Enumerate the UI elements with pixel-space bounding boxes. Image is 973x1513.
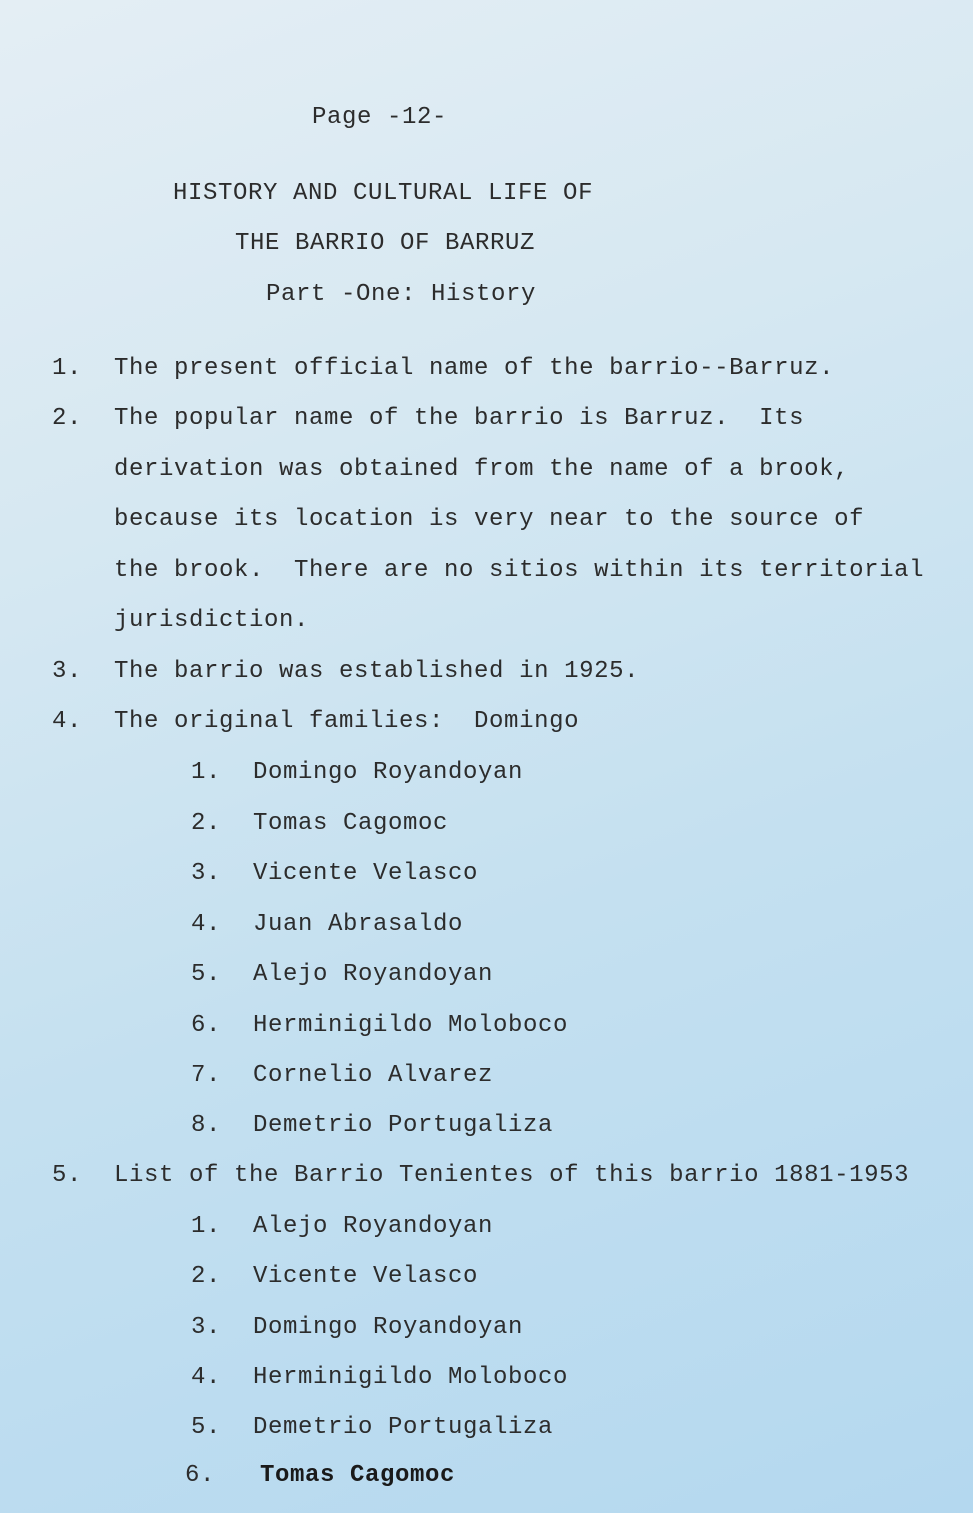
item-text: the brook. There are no sitios within its territorial: [114, 557, 925, 584]
item-number: 5.: [52, 1162, 83, 1189]
family-name: Vicente Velasco: [253, 860, 479, 887]
document-title-line1: HISTORY AND CULTURAL LIFE OF: [173, 180, 594, 207]
item-text: List of the Barrio Tenientes of this barrio 1881-1953: [114, 1162, 910, 1189]
family-number: 1.: [191, 759, 222, 786]
item-text: The original families: Domingo: [114, 708, 580, 735]
teniente-number: 2.: [191, 1263, 222, 1290]
teniente-name: Demetrio Portugaliza: [253, 1414, 554, 1441]
teniente-number: 1.: [191, 1213, 222, 1240]
item-number: 1.: [52, 355, 83, 382]
item-text: The barrio was established in 1925.: [114, 658, 640, 685]
family-number: 6.: [191, 1012, 222, 1039]
family-name: Demetrio Portugaliza: [253, 1112, 554, 1139]
teniente-name: Domingo Royandoyan: [253, 1314, 524, 1341]
document-title-line2: THE BARRIO OF BARRUZ: [235, 230, 536, 257]
item-number: 4.: [52, 708, 83, 735]
family-number: 2.: [191, 810, 222, 837]
page-number: Page -12-: [312, 104, 448, 131]
family-name: Alejo Royandoyan: [253, 961, 494, 988]
item-text: The popular name of the barrio is Barruz. Its: [114, 405, 805, 432]
family-name: Cornelio Alvarez: [253, 1062, 494, 1089]
item-number: 3.: [52, 658, 83, 685]
family-name: Tomas Cagomoc: [253, 810, 449, 837]
item-text: derivation was obtained from the name of a brook,: [114, 456, 850, 483]
family-number: 3.: [191, 860, 222, 887]
teniente-number: 3.: [191, 1314, 222, 1341]
family-number: 7.: [191, 1062, 222, 1089]
teniente-number: 6.: [185, 1462, 216, 1489]
teniente-number: 5.: [191, 1414, 222, 1441]
family-number: 5.: [191, 961, 222, 988]
teniente-name: Herminigildo Moloboco: [253, 1364, 569, 1391]
family-number: 4.: [191, 911, 222, 938]
family-name: Domingo Royandoyan: [253, 759, 524, 786]
family-name: Juan Abrasaldo: [253, 911, 464, 938]
family-number: 8.: [191, 1112, 222, 1139]
teniente-name: Vicente Velasco: [253, 1263, 479, 1290]
teniente-name: Alejo Royandoyan: [253, 1213, 494, 1240]
item-text: because its location is very near to the source of: [114, 506, 865, 533]
document-subtitle: Part -One: History: [266, 281, 537, 308]
item-number: 2.: [52, 405, 83, 432]
item-text: The present official name of the barrio--Barruz.: [114, 355, 835, 382]
item-text: jurisdiction.: [114, 607, 310, 634]
teniente-number: 4.: [191, 1364, 222, 1391]
family-name: Herminigildo Moloboco: [253, 1012, 569, 1039]
teniente-name: Tomas Cagomoc: [260, 1462, 456, 1489]
